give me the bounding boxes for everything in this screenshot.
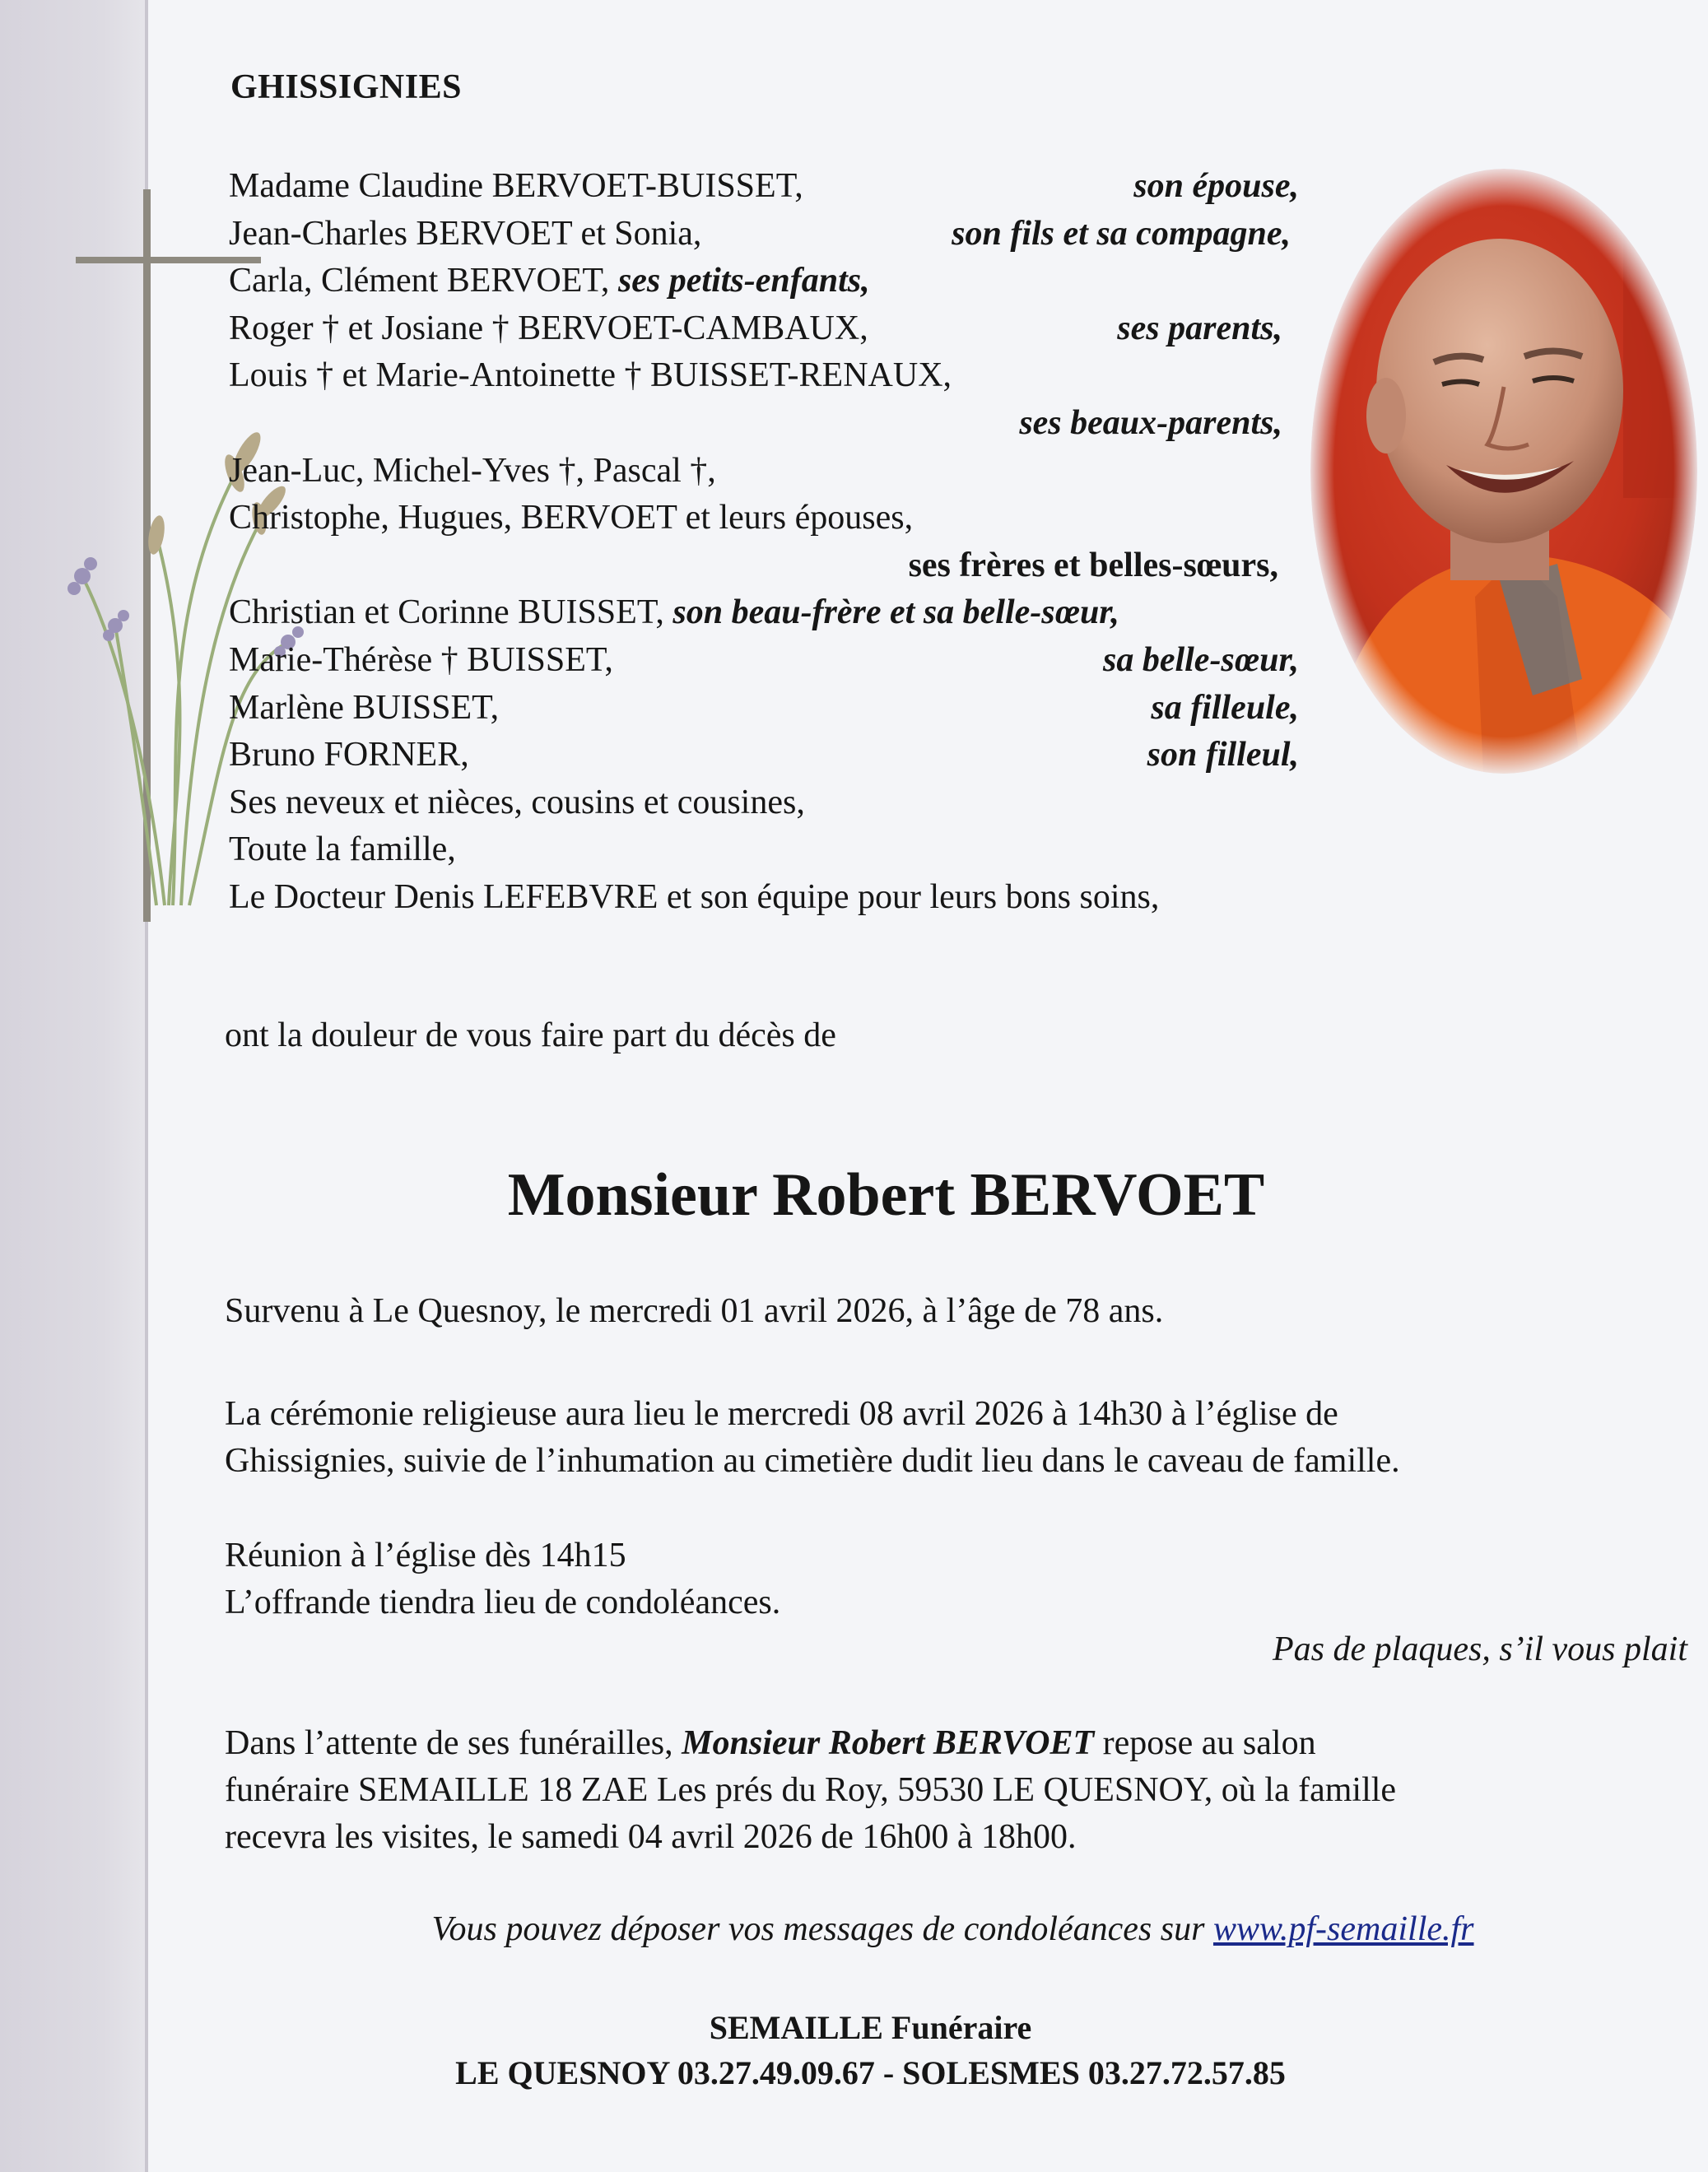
meeting-time: Réunion à l’église dès 14h15: [225, 1537, 626, 1574]
salon-prefix: Dans l’attente de ses funérailles,: [225, 1724, 673, 1762]
condolences-website-link[interactable]: www.pf-semaille.fr: [1212, 1910, 1474, 1948]
family-line: [229, 448, 1299, 495]
family-relation: ses petits-enfants,: [617, 262, 870, 300]
family-line: [229, 732, 1299, 779]
family-name: Ses neveux et nièces, cousins et cousines,: [229, 783, 805, 821]
family-relation: son épouse,: [1133, 167, 1299, 205]
family-line: [229, 589, 1299, 637]
family-list: [229, 163, 1299, 922]
family-name: Carla, Clément BERVOET,: [229, 262, 610, 300]
family-name: Christophe, Hugues, BERVOET et leurs épouses,: [229, 499, 914, 537]
family-line: [229, 495, 1299, 542]
death-details: Survenu à Le Quesnoy, le mercredi 01 avril 2026, à l’âge de 78 ans.: [225, 1292, 1164, 1330]
family-line: [229, 685, 1299, 733]
village-heading: GHISSIGNIES: [230, 68, 462, 106]
deceased-name-title: Monsieur Robert BERVOET: [507, 1161, 1265, 1229]
funeral-company-contacts: LE QUESNOY 03.27.49.09.67 - SOLESMES 03.27.72.57.85: [455, 2054, 1286, 2091]
announcement-intro: ont la douleur de vous faire part du décès de: [225, 1016, 836, 1054]
family-name: Roger † et Josiane † BERVOET-CAMBAUX,: [229, 309, 868, 347]
ceremony-line-2: Ghissignies, suivie de l’inhumation au cimetière dudit lieu dans le caveau de famille.: [225, 1442, 1400, 1480]
family-line: [229, 542, 1299, 590]
family-name: Christian et Corinne BUISSET,: [229, 593, 664, 632]
salon-suffix: repose au salon: [1102, 1724, 1316, 1762]
ceremony-line-1: La cérémonie religieuse aura lieu le mercredi 08 avril 2026 à 14h30 à l’église de: [225, 1395, 1338, 1433]
family-line: [229, 305, 1299, 353]
family-name: Bruno FORNER,: [229, 736, 469, 774]
salon-deceased-name: Monsieur Robert BERVOET: [682, 1724, 1095, 1762]
family-relation: ses parents,: [1117, 309, 1282, 347]
family-relation: son beau-frère et sa belle-sœur,: [672, 593, 1119, 632]
family-line: [229, 637, 1299, 685]
family-line: [229, 779, 1299, 827]
family-name: Toute la famille,: [229, 830, 456, 869]
condolences-line: [0, 1909, 1708, 1949]
family-relation: ses frères et belles-sœurs,: [908, 546, 1278, 584]
family-line: [229, 258, 1299, 305]
salon-line-2: funéraire SEMAILLE 18 ZAE Les prés du Roy, 59530 LE QUESNOY, où la famille: [225, 1771, 1397, 1809]
offering-note: L’offrande tiendra lieu de condoléances.: [225, 1584, 781, 1621]
family-name: Marie-Thérèse † BUISSET,: [229, 640, 613, 679]
salon-line-3: recevra les visites, le samedi 04 avril 2026 de 16h00 à 18h00.: [225, 1818, 1077, 1856]
family-name: Le Docteur Denis LEFEBVRE et son équipe pour leurs bons soins,: [229, 877, 1160, 916]
family-line: [229, 352, 1299, 400]
family-name: Madame Claudine BERVOET-BUISSET,: [229, 167, 803, 205]
family-relation: son filleul,: [1147, 736, 1299, 774]
family-relation: sa belle-sœur,: [1102, 640, 1299, 679]
funeral-company-name: SEMAILLE Funéraire: [709, 2009, 1032, 2046]
family-relation: sa filleule,: [1151, 688, 1299, 727]
family-line: [229, 400, 1299, 448]
family-name: Jean-Charles BERVOET et Sonia,: [229, 214, 702, 253]
deceased-portrait-photo: [1310, 169, 1697, 774]
salon-line-1: [225, 1720, 1316, 1767]
family-line: [229, 874, 1299, 922]
family-relation: son fils et sa compagne,: [952, 214, 1291, 253]
family-name: Jean-Luc, Michel-Yves †, Pascal †,: [229, 451, 716, 490]
family-line: [229, 826, 1299, 874]
family-line: [229, 211, 1299, 258]
family-name: Louis † et Marie-Antoinette † BUISSET-RENAUX,: [229, 356, 952, 395]
condolences-text: Vous pouvez déposer vos messages de condoléances sur: [431, 1910, 1205, 1948]
family-relation: ses beaux-parents,: [1019, 403, 1282, 442]
family-line: [229, 163, 1299, 211]
no-plaques-note: Pas de plaques, s’il vous plait: [1273, 1630, 1687, 1668]
family-name: Marlène BUISSET,: [229, 688, 500, 727]
